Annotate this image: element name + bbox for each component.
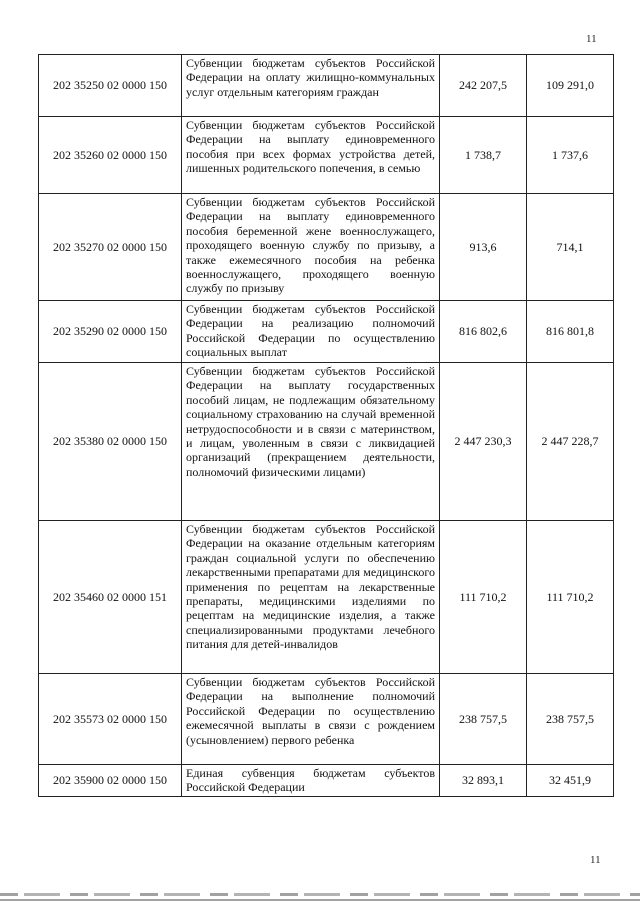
- table-row: [39, 521, 614, 674]
- scan-artifact-line: [0, 893, 640, 896]
- value2-cell: 32 451,9: [527, 765, 614, 797]
- table-row: [39, 301, 614, 363]
- budget-code-cell: 202 35250 02 0000 150: [39, 55, 182, 117]
- budget-code-cell: 202 35573 02 0000 150: [39, 674, 182, 765]
- value1-cell: 238 757,5: [440, 674, 527, 765]
- description-cell: Субвенции бюджетам субъектов Российской Федерации на выполнение полномочий Российской Федерации по осуществлению ежемесячной выплаты в связи с рождением (усыновлением) первого ребенка: [182, 674, 440, 765]
- table-row: [39, 674, 614, 765]
- budget-code-cell: 202 35380 02 0000 150: [39, 363, 182, 521]
- description-cell: Субвенции бюджетам субъектов Российской Федерации на оказание отдельным категориям граждан социальной услуги по обеспечению лекарственными препаратами для медицинского применения по рецептам на лекарственные препараты, медицинскими изделиями по рецептам на медицинские изделия, а также специализированными продуктами лечебного питания для детей-инвалидов: [182, 521, 440, 674]
- scan-artifact-border: [0, 899, 640, 901]
- description-cell: Субвенции бюджетам субъектов Российской Федерации на реализацию полномочий Российской Федерации по осуществлению социальных выплат: [182, 301, 440, 363]
- description-cell: Субвенции бюджетам субъектов Российской Федерации на выплату государственных пособий лицам, не подлежащим обязательному социальному страхованию на случай временной нетрудоспособности и в связи с материнством, и лицам, уволенным в связи с ликвидацией организаций (прекращением деятельности, полномочий физическими лицами): [182, 363, 440, 521]
- page-number-top: 11: [586, 33, 597, 45]
- value2-cell: 816 801,8: [527, 301, 614, 363]
- table-row: [39, 765, 614, 797]
- value1-cell: 32 893,1: [440, 765, 527, 797]
- budget-code-cell: 202 35460 02 0000 151: [39, 521, 182, 674]
- description-cell: Субвенции бюджетам субъектов Российской Федерации на выплату единовременного пособия беременной жене военнослужащего, проходящего военную службу по призыву, а также ежемесячного пособия на ребенка военнослужащего, проходящего военную службу по призыву: [182, 194, 440, 301]
- table-row: [39, 194, 614, 301]
- value1-cell: 111 710,2: [440, 521, 527, 674]
- budget-code-cell: 202 35900 02 0000 150: [39, 765, 182, 797]
- value1-cell: 2 447 230,3: [440, 363, 527, 521]
- budget-code-cell: 202 35290 02 0000 150: [39, 301, 182, 363]
- value2-cell: 111 710,2: [527, 521, 614, 674]
- budget-code-cell: 202 35260 02 0000 150: [39, 117, 182, 194]
- budget-code-cell: 202 35270 02 0000 150: [39, 194, 182, 301]
- description-cell: Субвенции бюджетам субъектов Российской Федерации на оплату жилищно-коммунальных услуг отдельным категориям граждан: [182, 55, 440, 117]
- value1-cell: 816 802,6: [440, 301, 527, 363]
- value1-cell: 1 738,7: [440, 117, 527, 194]
- value2-cell: 109 291,0: [527, 55, 614, 117]
- value1-cell: 242 207,5: [440, 55, 527, 117]
- description-cell: Единая субвенция бюджетам субъектов Российской Федерации: [182, 765, 440, 797]
- value2-cell: 714,1: [527, 194, 614, 301]
- budget-table: [38, 54, 614, 797]
- value2-cell: 238 757,5: [527, 674, 614, 765]
- table-row: [39, 363, 614, 521]
- page-number-bottom: 11: [590, 854, 601, 866]
- table-row: [39, 55, 614, 117]
- value2-cell: 2 447 228,7: [527, 363, 614, 521]
- table-row: [39, 117, 614, 194]
- value1-cell: 913,6: [440, 194, 527, 301]
- value2-cell: 1 737,6: [527, 117, 614, 194]
- description-cell: Субвенции бюджетам субъектов Российской Федерации на выплату единовременного пособия при всех формах устройства детей, лишенных родительского попечения, в семью: [182, 117, 440, 194]
